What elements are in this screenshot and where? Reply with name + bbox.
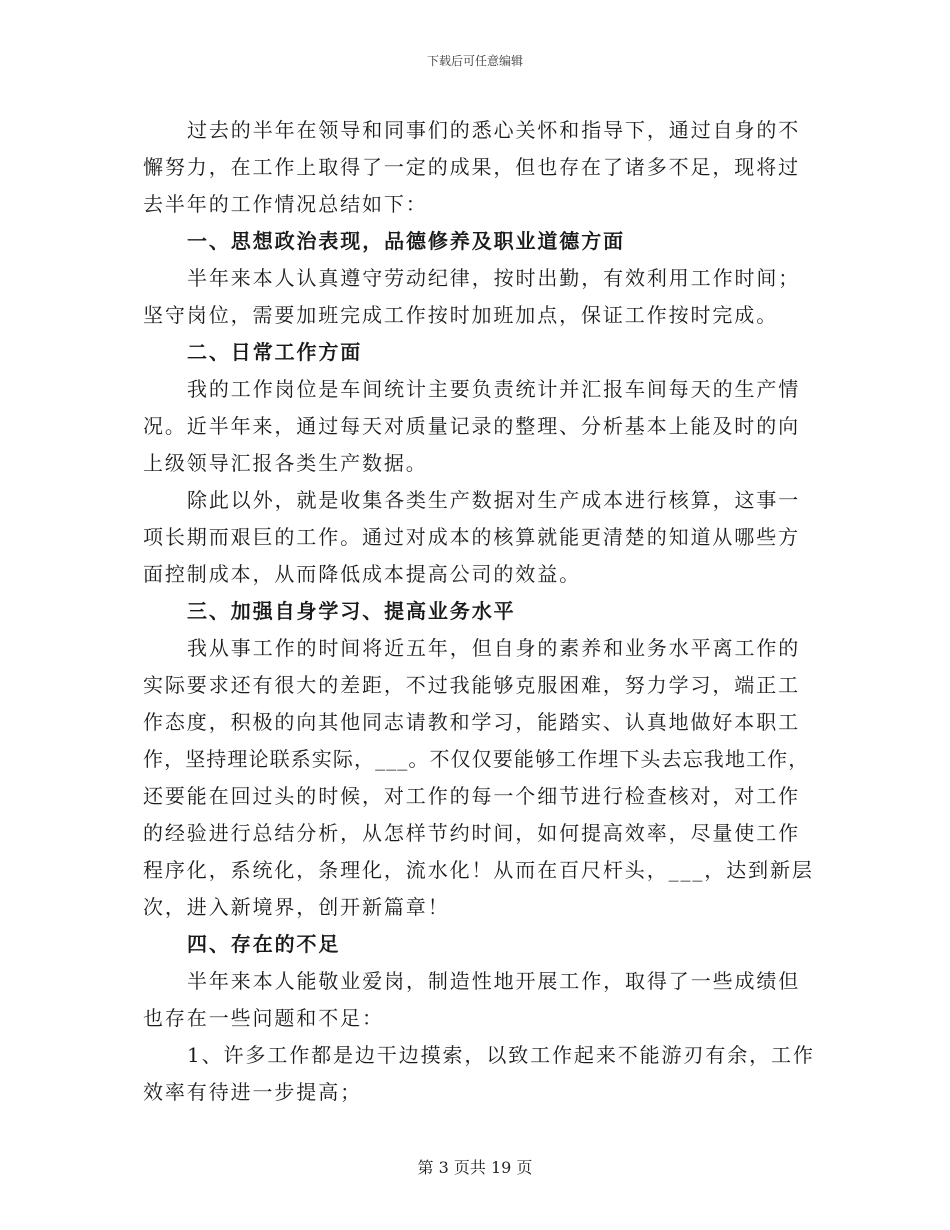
text-line: 半年来本人能敬业爱岗，制造性地开展工作，取得了一些成绩但 bbox=[187, 969, 801, 993]
text-line: 除此以外，就是收集各类生产数据对生产成本进行核算，这事一 bbox=[187, 488, 801, 512]
text-line: 次，进入新境界，创开新篇章！ bbox=[143, 895, 450, 919]
text-line: 去半年的工作情况总结如下： bbox=[143, 192, 428, 216]
text-line: 况。近半年来，通过每天对质量记录的整理、分析基本上能及时的向 bbox=[143, 414, 800, 438]
text-line: 我从事工作的时间将近五年，但自身的素养和业务水平离工作的 bbox=[187, 636, 801, 660]
text-line: 程序化，系统化，条理化，流水化！从而在百尺杆头，___，达到新层 bbox=[143, 858, 814, 882]
section-heading: 四、存在的不足 bbox=[187, 932, 341, 956]
text-line: 上级领导汇报各类生产数据。 bbox=[143, 451, 428, 475]
text-line: 也存在一些问题和不足： bbox=[143, 1006, 384, 1030]
page-footer: 第 3 页共 19 页 bbox=[417, 1158, 533, 1177]
text-line: 作，坚持理论联系实际，___。不仅仅要能够工作埋下头去忘我地工作， bbox=[143, 747, 810, 771]
text-line: 的经验进行总结分析，从怎样节约时间，如何提高效率，尽量使工作 bbox=[143, 821, 800, 845]
text-line: 效率有待进一步提高； bbox=[143, 1080, 362, 1104]
document-body bbox=[143, 112, 815, 1111]
text-line: 面控制成本，从而降低成本提高公司的效益。 bbox=[143, 562, 581, 586]
text-line: 坚守岗位，需要加班完成工作按时加班加点，保证工作按时完成。 bbox=[143, 303, 779, 327]
text-line: 我的工作岗位是车间统计主要负责统计并汇报车间每天的生产情 bbox=[187, 377, 801, 401]
text-line: 还要能在回过头的时候，对工作的每一个细节进行检查核对，对工作 bbox=[143, 784, 800, 808]
section-heading: 二、日常工作方面 bbox=[187, 340, 363, 364]
section-heading: 三、加强自身学习、提高业务水平 bbox=[187, 599, 516, 623]
text-line: 1、许多工作都是边干边摸索，以致工作起来不能游刃有余，工作 bbox=[187, 1043, 815, 1067]
text-line: 懈努力，在工作上取得了一定的成果，但也存在了诸多不足，现将过 bbox=[143, 155, 800, 179]
text-line: 项长期而艰巨的工作。通过对成本的核算就能更清楚的知道从哪些方 bbox=[143, 525, 800, 549]
text-line: 过去的半年在领导和同事们的悉心关怀和指导下，通过自身的不 bbox=[187, 118, 801, 142]
text-line: 作态度，积极的向其他同志请教和学习，能踏实、认真地做好本职工 bbox=[143, 710, 800, 734]
page-header: 下载后可任意编辑 bbox=[426, 54, 523, 68]
text-line: 半年来本人认真遵守劳动纪律，按时出勤，有效利用工作时间； bbox=[187, 266, 801, 290]
text-line: 实际要求还有很大的差距，不过我能够克服困难，努力学习，端正工 bbox=[143, 673, 800, 697]
section-heading: 一、思想政治表现，品德修养及职业道德方面 bbox=[187, 229, 625, 253]
